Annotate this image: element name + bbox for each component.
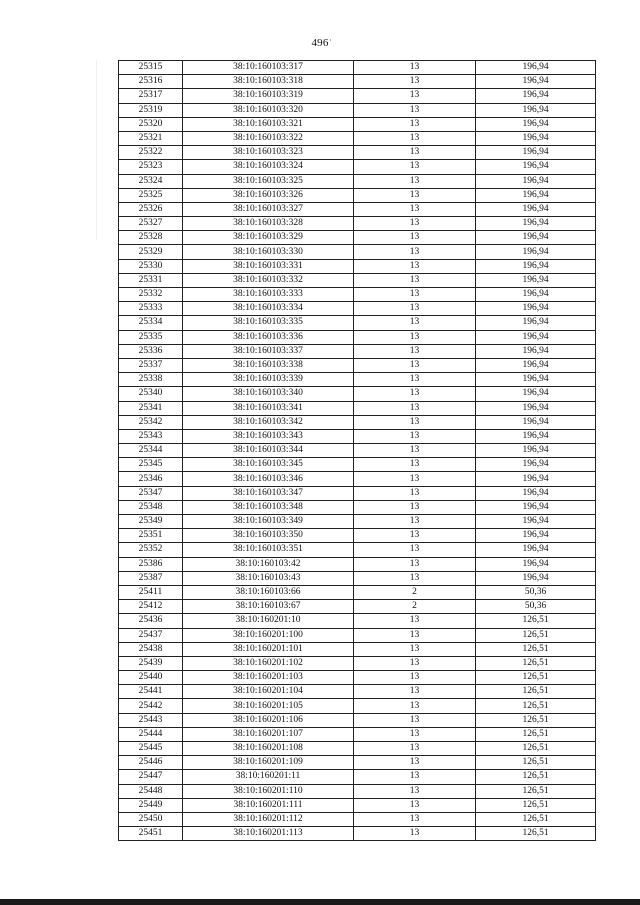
table-row (119, 812, 596, 826)
count-cell: 13 (354, 628, 476, 642)
value-cell: 126,51 (476, 628, 596, 642)
table-row (119, 217, 596, 231)
row-id-cell: 25449 (119, 798, 183, 812)
value-cell: 196,94 (476, 500, 596, 514)
count-cell: 13 (354, 642, 476, 656)
table-row (119, 827, 596, 841)
row-id-cell: 25321 (119, 131, 183, 145)
row-id-cell: 25440 (119, 671, 183, 685)
value-cell: 196,94 (476, 429, 596, 443)
value-cell: 126,51 (476, 699, 596, 713)
row-id-cell: 25343 (119, 429, 183, 443)
count-cell: 2 (354, 585, 476, 599)
cadastral-number-cell: 38:10:160103:330 (183, 245, 354, 259)
table-row (119, 500, 596, 514)
table-row (119, 614, 596, 628)
count-cell: 13 (354, 429, 476, 443)
value-cell: 196,94 (476, 160, 596, 174)
row-id-cell: 25443 (119, 713, 183, 727)
value-cell: 126,51 (476, 812, 596, 826)
cadastral-number-cell: 38:10:160103:349 (183, 515, 354, 529)
table-row (119, 160, 596, 174)
table-row (119, 529, 596, 543)
value-cell: 196,94 (476, 543, 596, 557)
row-id-cell: 25436 (119, 614, 183, 628)
cadastral-number-cell: 38:10:160103:328 (183, 217, 354, 231)
cadastral-number-cell: 38:10:160103:350 (183, 529, 354, 543)
value-cell: 196,94 (476, 202, 596, 216)
cadastral-number-cell: 38:10:160103:346 (183, 472, 354, 486)
table-row (119, 515, 596, 529)
table-row (119, 543, 596, 557)
table-row (119, 756, 596, 770)
value-cell: 126,51 (476, 713, 596, 727)
table-row (119, 358, 596, 372)
row-id-cell: 25328 (119, 231, 183, 245)
table-row (119, 330, 596, 344)
cadastral-number-cell: 38:10:160201:100 (183, 628, 354, 642)
table-row (119, 600, 596, 614)
value-cell: 196,94 (476, 89, 596, 103)
value-cell: 196,94 (476, 217, 596, 231)
value-cell: 196,94 (476, 231, 596, 245)
cadastral-number-cell: 38:10:160103:343 (183, 429, 354, 443)
table-body (119, 61, 596, 841)
value-cell: 196,94 (476, 117, 596, 131)
value-cell: 126,51 (476, 827, 596, 841)
scan-bottom-edge (0, 899, 640, 905)
row-id-cell: 25331 (119, 273, 183, 287)
table-row (119, 742, 596, 756)
cadastral-number-cell: 38:10:160103:335 (183, 316, 354, 330)
cadastral-number-cell: 38:10:160103:345 (183, 458, 354, 472)
row-id-cell: 25346 (119, 472, 183, 486)
value-cell: 196,94 (476, 571, 596, 585)
value-cell: 196,94 (476, 245, 596, 259)
cadastral-number-cell: 38:10:160201:106 (183, 713, 354, 727)
value-cell: 126,51 (476, 642, 596, 656)
count-cell: 13 (354, 727, 476, 741)
value-cell: 196,94 (476, 486, 596, 500)
count-cell: 13 (354, 358, 476, 372)
value-cell: 126,51 (476, 685, 596, 699)
cadastral-number-cell: 38:10:160103:317 (183, 61, 354, 75)
value-cell: 196,94 (476, 458, 596, 472)
cadastral-number-cell: 38:10:160103:338 (183, 358, 354, 372)
count-cell: 13 (354, 117, 476, 131)
count-cell: 13 (354, 614, 476, 628)
value-cell: 196,94 (476, 401, 596, 415)
cadastral-number-cell: 38:10:160103:337 (183, 344, 354, 358)
count-cell: 13 (354, 245, 476, 259)
value-cell: 196,94 (476, 103, 596, 117)
row-id-cell: 25342 (119, 415, 183, 429)
cadastral-number-cell: 38:10:160103:331 (183, 259, 354, 273)
row-id-cell: 25411 (119, 585, 183, 599)
table-row (119, 273, 596, 287)
count-cell: 13 (354, 756, 476, 770)
cadastral-number-cell: 38:10:160103:319 (183, 89, 354, 103)
cadastral-number-cell: 38:10:160103:332 (183, 273, 354, 287)
row-id-cell: 25448 (119, 784, 183, 798)
value-cell: 196,94 (476, 131, 596, 145)
count-cell: 13 (354, 75, 476, 89)
count-cell: 13 (354, 798, 476, 812)
cadastral-number-cell: 38:10:160103:339 (183, 373, 354, 387)
table-row (119, 585, 596, 599)
row-id-cell: 25336 (119, 344, 183, 358)
row-id-cell: 25340 (119, 387, 183, 401)
table-row (119, 784, 596, 798)
table-row (119, 671, 596, 685)
table-row (119, 699, 596, 713)
row-id-cell: 25333 (119, 302, 183, 316)
row-id-cell: 25349 (119, 515, 183, 529)
row-id-cell: 25324 (119, 174, 183, 188)
cadastral-number-cell: 38:10:160103:43 (183, 571, 354, 585)
count-cell: 13 (354, 103, 476, 117)
row-id-cell: 25412 (119, 600, 183, 614)
table-row (119, 656, 596, 670)
table-row (119, 316, 596, 330)
cadastral-number-cell: 38:10:160103:324 (183, 160, 354, 174)
table-row (119, 798, 596, 812)
table-row (119, 174, 596, 188)
count-cell: 13 (354, 444, 476, 458)
count-cell: 13 (354, 486, 476, 500)
scan-margin-mark (96, 60, 97, 240)
cadastral-number-cell: 38:10:160201:10 (183, 614, 354, 628)
count-cell: 13 (354, 784, 476, 798)
row-id-cell: 25334 (119, 316, 183, 330)
table-row (119, 146, 596, 160)
cadastral-number-cell: 38:10:160103:321 (183, 117, 354, 131)
row-id-cell: 25441 (119, 685, 183, 699)
value-cell: 196,94 (476, 146, 596, 160)
cadastral-number-cell: 38:10:160103:42 (183, 557, 354, 571)
table-row (119, 429, 596, 443)
table-row (119, 288, 596, 302)
count-cell: 13 (354, 472, 476, 486)
row-id-cell: 25351 (119, 529, 183, 543)
row-id-cell: 25442 (119, 699, 183, 713)
row-id-cell: 25327 (119, 217, 183, 231)
count-cell: 13 (354, 671, 476, 685)
count-cell: 13 (354, 699, 476, 713)
value-cell: 196,94 (476, 515, 596, 529)
cadastral-number-cell: 38:10:160201:105 (183, 699, 354, 713)
count-cell: 13 (354, 373, 476, 387)
count-cell: 13 (354, 288, 476, 302)
count-cell: 13 (354, 131, 476, 145)
value-cell: 196,94 (476, 273, 596, 287)
value-cell: 126,51 (476, 756, 596, 770)
cadastral-number-cell: 38:10:160201:110 (183, 784, 354, 798)
cadastral-number-cell: 38:10:160103:333 (183, 288, 354, 302)
count-cell: 2 (354, 600, 476, 614)
table-row (119, 458, 596, 472)
count-cell: 13 (354, 330, 476, 344)
count-cell: 13 (354, 742, 476, 756)
cadastral-number-cell: 38:10:160103:326 (183, 188, 354, 202)
table-row (119, 387, 596, 401)
value-cell: 196,94 (476, 373, 596, 387)
cadastral-number-cell: 38:10:160201:108 (183, 742, 354, 756)
cadastral-number-cell: 38:10:160201:107 (183, 727, 354, 741)
row-id-cell: 25325 (119, 188, 183, 202)
count-cell: 13 (354, 685, 476, 699)
row-id-cell: 25437 (119, 628, 183, 642)
table-row (119, 685, 596, 699)
count-cell: 13 (354, 259, 476, 273)
value-cell: 126,51 (476, 727, 596, 741)
count-cell: 13 (354, 812, 476, 826)
cadastral-number-cell: 38:10:160201:102 (183, 656, 354, 670)
table-row (119, 713, 596, 727)
table-row (119, 415, 596, 429)
row-id-cell: 25337 (119, 358, 183, 372)
row-id-cell: 25446 (119, 756, 183, 770)
table-row (119, 557, 596, 571)
value-cell: 126,51 (476, 671, 596, 685)
cadastral-number-cell: 38:10:160103:325 (183, 174, 354, 188)
cadastral-number-cell: 38:10:160103:323 (183, 146, 354, 160)
cadastral-number-cell: 38:10:160103:67 (183, 600, 354, 614)
row-id-cell: 25386 (119, 557, 183, 571)
cadastral-number-cell: 38:10:160103:344 (183, 444, 354, 458)
value-cell: 196,94 (476, 75, 596, 89)
cadastral-number-cell: 38:10:160103:342 (183, 415, 354, 429)
count-cell: 13 (354, 174, 476, 188)
cadastral-number-cell: 38:10:160103:341 (183, 401, 354, 415)
row-id-cell: 25322 (119, 146, 183, 160)
row-id-cell: 25447 (119, 770, 183, 784)
table-row (119, 486, 596, 500)
cadastral-number-cell: 38:10:160103:340 (183, 387, 354, 401)
count-cell: 13 (354, 273, 476, 287)
cadastral-number-cell: 38:10:160103:336 (183, 330, 354, 344)
table-row (119, 188, 596, 202)
cadastral-number-cell: 38:10:160201:101 (183, 642, 354, 656)
row-id-cell: 25323 (119, 160, 183, 174)
count-cell: 13 (354, 202, 476, 216)
value-cell: 196,94 (476, 444, 596, 458)
table-row (119, 401, 596, 415)
table-row (119, 231, 596, 245)
count-cell: 13 (354, 571, 476, 585)
table-row (119, 628, 596, 642)
row-id-cell: 25352 (119, 543, 183, 557)
value-cell: 196,94 (476, 259, 596, 273)
cadastral-table (118, 60, 596, 841)
cadastral-number-cell: 38:10:160103:327 (183, 202, 354, 216)
value-cell: 126,51 (476, 656, 596, 670)
table-row (119, 202, 596, 216)
row-id-cell: 25387 (119, 571, 183, 585)
value-cell: 196,94 (476, 529, 596, 543)
value-cell: 196,94 (476, 61, 596, 75)
count-cell: 13 (354, 543, 476, 557)
count-cell: 13 (354, 827, 476, 841)
table-row (119, 61, 596, 75)
row-id-cell: 25330 (119, 259, 183, 273)
value-cell: 196,94 (476, 330, 596, 344)
count-cell: 13 (354, 302, 476, 316)
row-id-cell: 25348 (119, 500, 183, 514)
cadastral-number-cell: 38:10:160103:347 (183, 486, 354, 500)
page-number: 496 (311, 37, 329, 49)
cadastral-number-cell: 38:10:160103:348 (183, 500, 354, 514)
scan-speck: · (329, 36, 332, 45)
count-cell: 13 (354, 458, 476, 472)
count-cell: 13 (354, 529, 476, 543)
cadastral-number-cell: 38:10:160201:109 (183, 756, 354, 770)
cadastral-number-cell: 38:10:160103:318 (183, 75, 354, 89)
value-cell: 196,94 (476, 387, 596, 401)
count-cell: 13 (354, 89, 476, 103)
value-cell: 196,94 (476, 174, 596, 188)
cadastral-number-cell: 38:10:160103:320 (183, 103, 354, 117)
value-cell: 126,51 (476, 742, 596, 756)
row-id-cell: 25315 (119, 61, 183, 75)
row-id-cell: 25316 (119, 75, 183, 89)
table-row (119, 302, 596, 316)
cadastral-number-cell: 38:10:160201:104 (183, 685, 354, 699)
table-row (119, 131, 596, 145)
value-cell: 196,94 (476, 188, 596, 202)
row-id-cell: 25450 (119, 812, 183, 826)
row-id-cell: 25345 (119, 458, 183, 472)
value-cell: 196,94 (476, 415, 596, 429)
count-cell: 13 (354, 713, 476, 727)
count-cell: 13 (354, 770, 476, 784)
cadastral-number-cell: 38:10:160201:112 (183, 812, 354, 826)
value-cell: 196,94 (476, 344, 596, 358)
count-cell: 13 (354, 344, 476, 358)
row-id-cell: 25338 (119, 373, 183, 387)
row-id-cell: 25317 (119, 89, 183, 103)
table-row (119, 89, 596, 103)
count-cell: 13 (354, 557, 476, 571)
row-id-cell: 25326 (119, 202, 183, 216)
value-cell: 196,94 (476, 288, 596, 302)
row-id-cell: 25438 (119, 642, 183, 656)
value-cell: 196,94 (476, 358, 596, 372)
count-cell: 13 (354, 160, 476, 174)
row-id-cell: 25445 (119, 742, 183, 756)
table-row (119, 373, 596, 387)
table-row (119, 245, 596, 259)
count-cell: 13 (354, 217, 476, 231)
value-cell: 126,51 (476, 770, 596, 784)
count-cell: 13 (354, 656, 476, 670)
row-id-cell: 25347 (119, 486, 183, 500)
table-row (119, 103, 596, 117)
count-cell: 13 (354, 146, 476, 160)
count-cell: 13 (354, 515, 476, 529)
count-cell: 13 (354, 231, 476, 245)
value-cell: 50,36 (476, 585, 596, 599)
table-row (119, 259, 596, 273)
cadastral-number-cell: 38:10:160103:329 (183, 231, 354, 245)
count-cell: 13 (354, 415, 476, 429)
table-row (119, 472, 596, 486)
value-cell: 126,51 (476, 798, 596, 812)
cadastral-number-cell: 38:10:160201:11 (183, 770, 354, 784)
count-cell: 13 (354, 401, 476, 415)
row-id-cell: 25439 (119, 656, 183, 670)
table-row (119, 444, 596, 458)
row-id-cell: 25444 (119, 727, 183, 741)
page-number-header (0, 37, 640, 49)
value-cell: 50,36 (476, 600, 596, 614)
count-cell: 13 (354, 387, 476, 401)
table-row (119, 75, 596, 89)
row-id-cell: 25341 (119, 401, 183, 415)
row-id-cell: 25451 (119, 827, 183, 841)
cadastral-number-cell: 38:10:160103:351 (183, 543, 354, 557)
value-cell: 196,94 (476, 316, 596, 330)
row-id-cell: 25329 (119, 245, 183, 259)
table-row (119, 344, 596, 358)
row-id-cell: 25320 (119, 117, 183, 131)
table-row (119, 571, 596, 585)
cadastral-number-cell: 38:10:160103:334 (183, 302, 354, 316)
count-cell: 13 (354, 500, 476, 514)
row-id-cell: 25332 (119, 288, 183, 302)
cadastral-number-cell: 38:10:160103:322 (183, 131, 354, 145)
value-cell: 126,51 (476, 614, 596, 628)
row-id-cell: 25319 (119, 103, 183, 117)
table-row (119, 117, 596, 131)
row-id-cell: 25335 (119, 330, 183, 344)
count-cell: 13 (354, 61, 476, 75)
count-cell: 13 (354, 188, 476, 202)
value-cell: 196,94 (476, 472, 596, 486)
value-cell: 196,94 (476, 557, 596, 571)
value-cell: 126,51 (476, 784, 596, 798)
count-cell: 13 (354, 316, 476, 330)
cadastral-number-cell: 38:10:160201:113 (183, 827, 354, 841)
cadastral-number-cell: 38:10:160103:66 (183, 585, 354, 599)
cadastral-number-cell: 38:10:160201:103 (183, 671, 354, 685)
value-cell: 196,94 (476, 302, 596, 316)
table-row (119, 642, 596, 656)
table-row (119, 727, 596, 741)
row-id-cell: 25344 (119, 444, 183, 458)
cadastral-number-cell: 38:10:160201:111 (183, 798, 354, 812)
table-row (119, 770, 596, 784)
